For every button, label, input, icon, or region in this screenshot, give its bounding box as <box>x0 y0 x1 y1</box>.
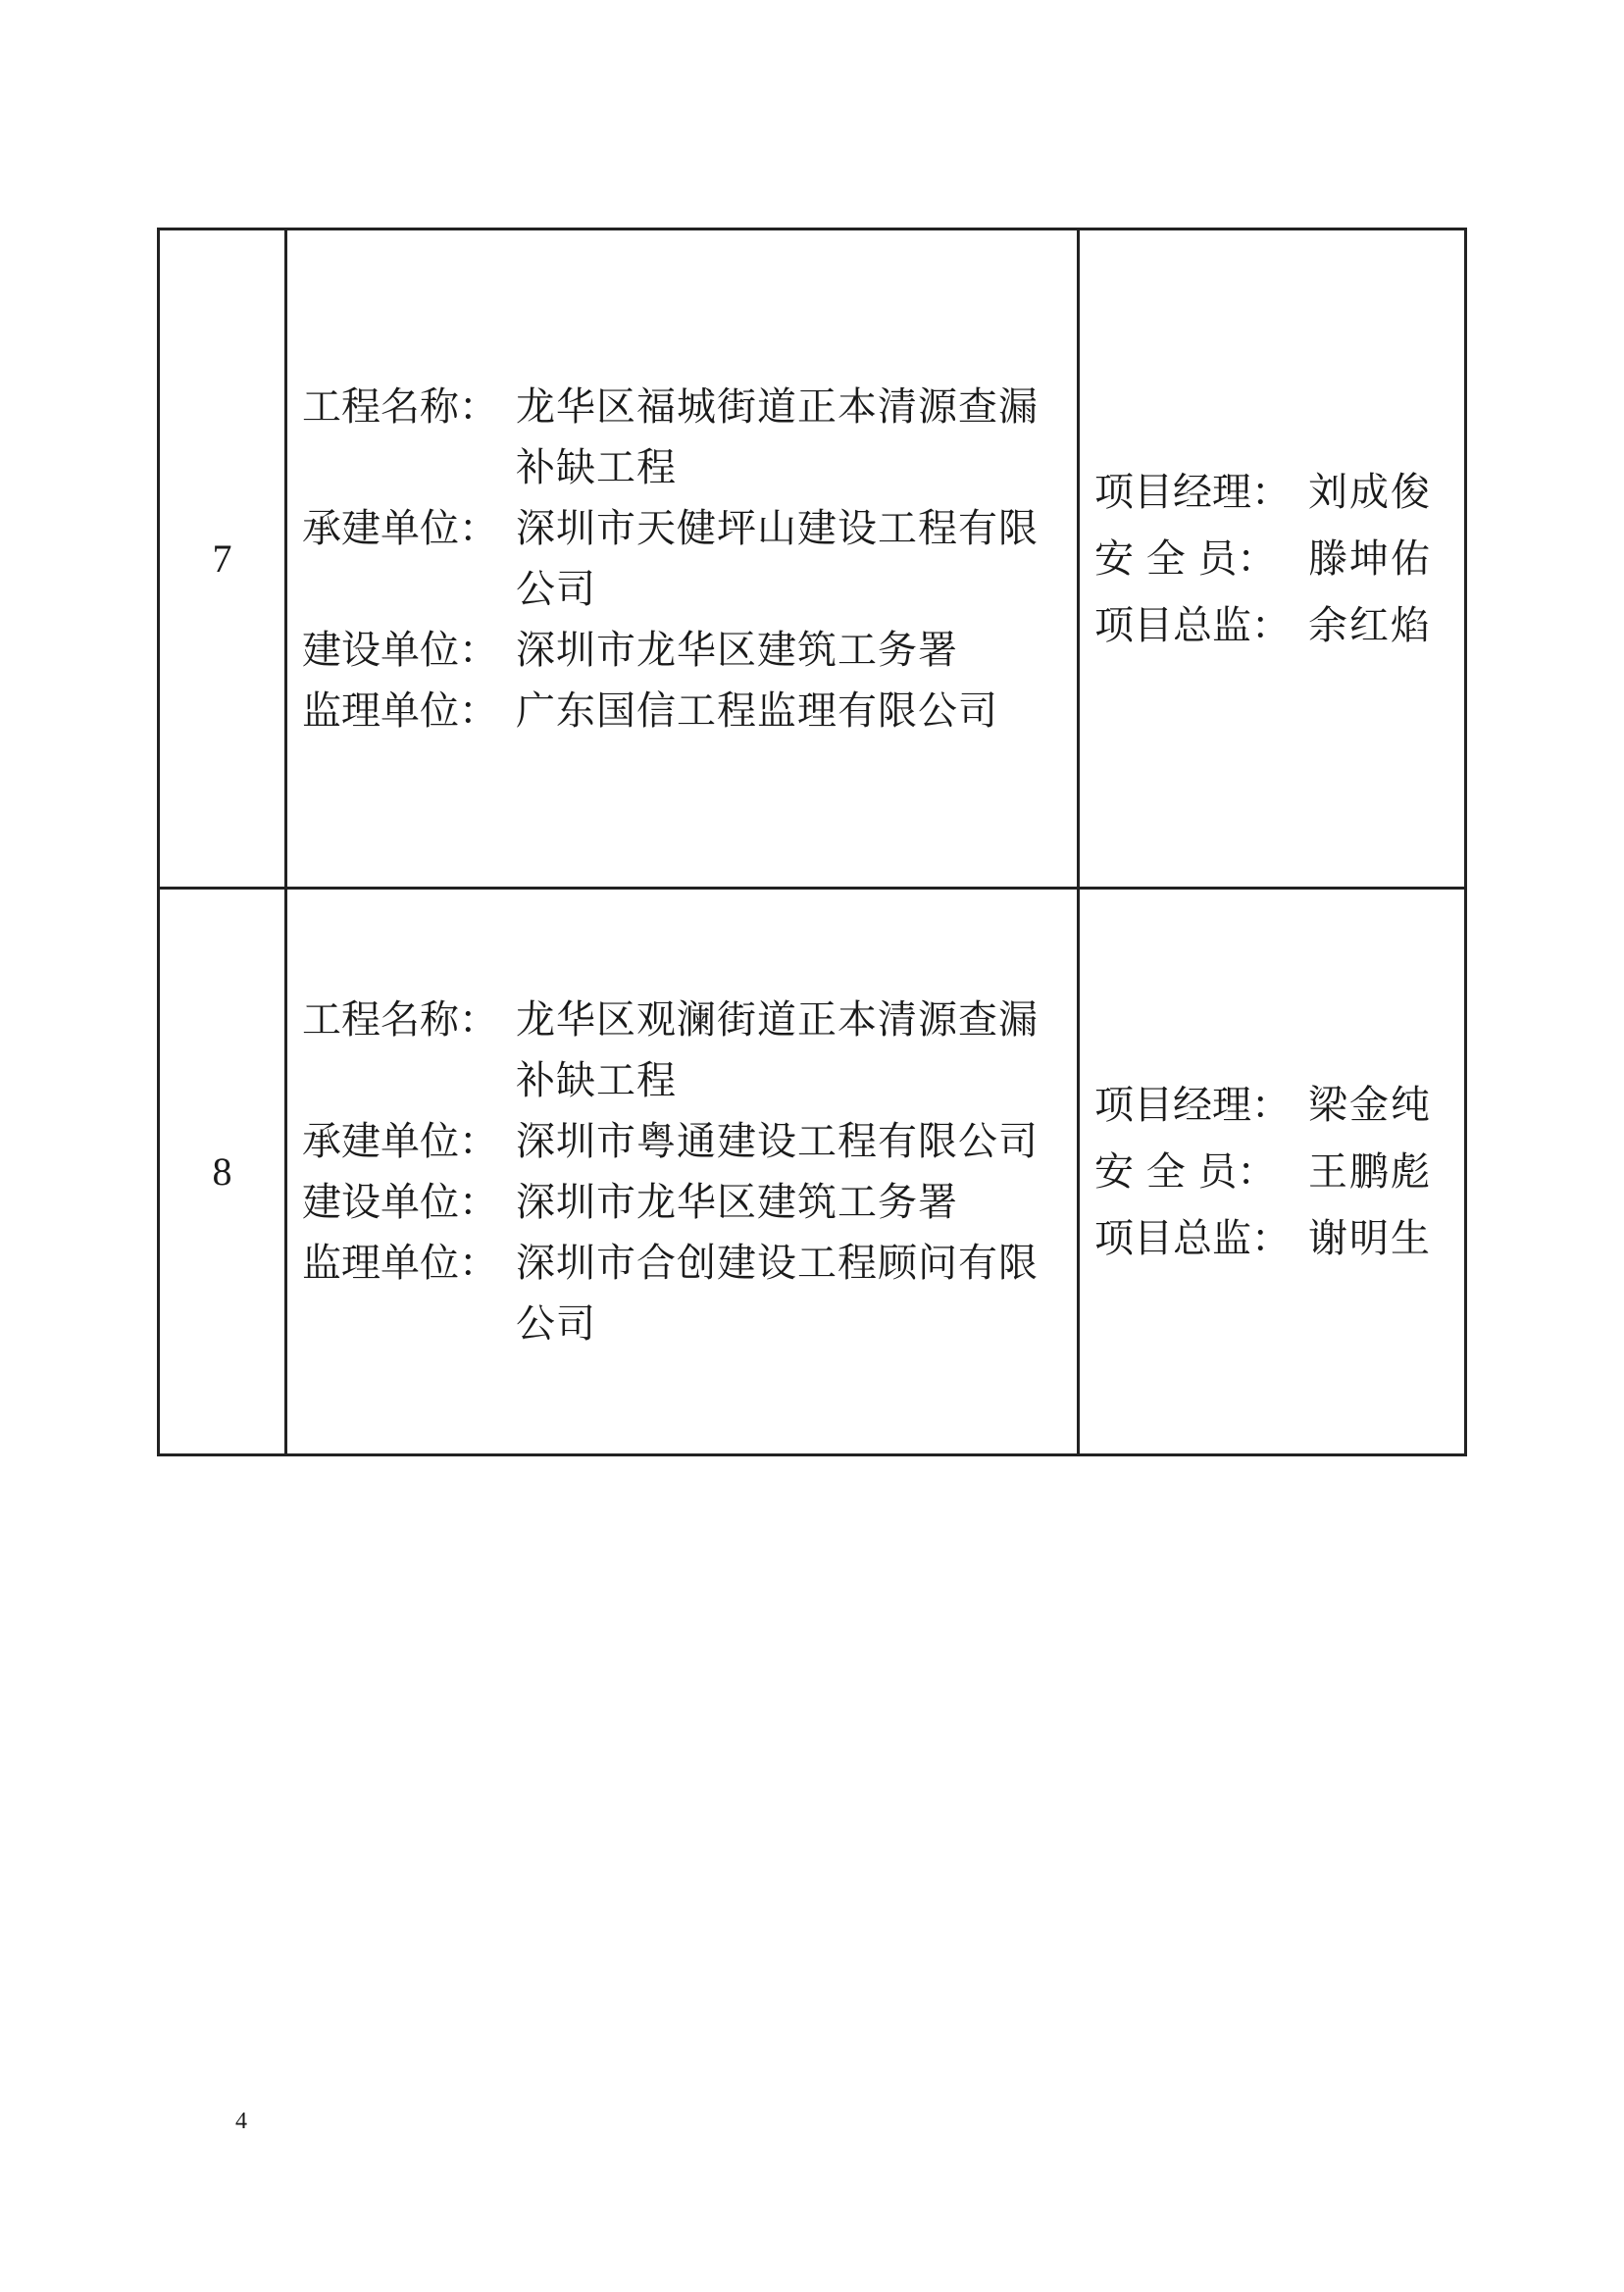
supervisor-label: 监理单位： <box>302 1240 498 1286</box>
manager-label: 项目经理： <box>1094 469 1291 515</box>
developer-value: 深圳市龙华区建筑工务署 <box>516 627 958 673</box>
manager-value: 梁金纯 <box>1308 1082 1432 1128</box>
chief-supervisor-label: 项目总监： <box>1094 602 1291 648</box>
project-name-value: 龙华区福城街道正本清源查漏补缺工程 <box>516 383 1039 490</box>
supervisor-line <box>302 1233 1059 1354</box>
project-info-cell <box>286 889 1079 1455</box>
row-index: 8 <box>159 889 286 1455</box>
safety-officer-value: 滕坤佑 <box>1308 535 1432 582</box>
staff-cell <box>1079 229 1466 889</box>
supervisor-value: 深圳市合创建设工程顾问有限公司 <box>516 1240 1039 1347</box>
contractor-line <box>302 498 1059 620</box>
page-number: 4 <box>235 2109 247 2134</box>
table-row <box>159 889 1466 1455</box>
project-name-value: 龙华区观澜街道正本清源查漏补缺工程 <box>516 996 1039 1103</box>
project-name-label: 工程名称： <box>302 383 498 430</box>
contractor-value: 深圳市天健坪山建设工程有限公司 <box>516 505 1039 612</box>
safety-officer-line <box>1094 526 1452 592</box>
developer-line <box>302 620 1059 681</box>
safety-officer-value: 王鹏彪 <box>1308 1148 1432 1195</box>
chief-supervisor-line <box>1094 592 1452 659</box>
developer-line <box>302 1172 1059 1233</box>
project-name-line <box>302 990 1059 1111</box>
table-row <box>159 229 1466 889</box>
contractor-label: 承建单位： <box>302 505 498 551</box>
contractor-value: 深圳市粤通建设工程有限公司 <box>516 1118 1039 1164</box>
developer-value: 深圳市龙华区建筑工务署 <box>516 1179 958 1225</box>
chief-supervisor-value: 谢明生 <box>1308 1215 1432 1261</box>
manager-value: 刘成俊 <box>1308 469 1432 515</box>
contractor-line <box>302 1111 1059 1172</box>
chief-supervisor-line <box>1094 1205 1452 1272</box>
manager-line <box>1094 459 1452 526</box>
chief-supervisor-value: 余红焰 <box>1308 602 1432 648</box>
project-name-label: 工程名称： <box>302 996 498 1043</box>
safety-officer-label: 安 全 员： <box>1094 535 1277 582</box>
manager-label: 项目经理： <box>1094 1082 1291 1128</box>
manager-line <box>1094 1072 1452 1139</box>
project-info-cell <box>286 229 1079 889</box>
contractor-label: 承建单位： <box>302 1118 498 1164</box>
safety-officer-label: 安 全 员： <box>1094 1148 1277 1195</box>
supervisor-label: 监理单位： <box>302 688 498 734</box>
row-index: 7 <box>159 229 286 889</box>
staff-cell <box>1079 889 1466 1455</box>
supervisor-value: 广东国信工程监理有限公司 <box>516 688 998 734</box>
developer-label: 建设单位： <box>302 627 498 673</box>
developer-label: 建设单位： <box>302 1179 498 1225</box>
chief-supervisor-label: 项目总监： <box>1094 1215 1291 1261</box>
supervisor-line <box>302 681 1059 741</box>
safety-officer-line <box>1094 1139 1452 1205</box>
project-name-line <box>302 377 1059 498</box>
project-table <box>157 228 1467 1456</box>
